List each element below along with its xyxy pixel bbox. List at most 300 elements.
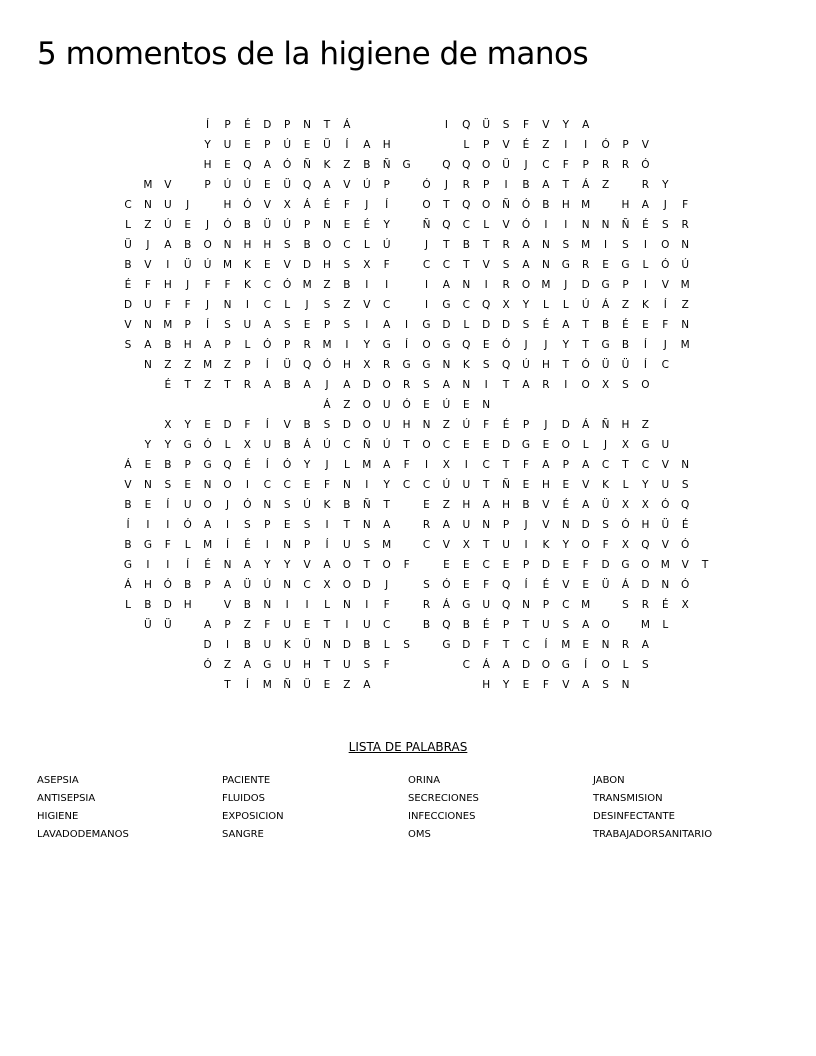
grid-letter: U — [502, 539, 510, 551]
grid-letter: C — [343, 439, 351, 451]
grid-letter: Ü — [482, 119, 491, 131]
grid-letter: G — [521, 439, 531, 451]
grid-letter: Ñ — [362, 499, 371, 511]
grid-letter: U — [661, 439, 670, 451]
grid-letter: F — [582, 559, 589, 571]
grid-letter: E — [522, 479, 530, 491]
grid-letter: O — [342, 559, 352, 571]
grid-letter: N — [482, 519, 491, 531]
grid-letter: G — [382, 339, 391, 351]
word-list-item: JABON — [593, 775, 625, 786]
grid-letter: M — [262, 679, 272, 691]
grid-letter: M — [640, 619, 650, 631]
grid-letter: F — [522, 119, 530, 131]
grid-letter: Ó — [322, 359, 332, 371]
grid-letter: G — [641, 439, 650, 451]
grid-letter: A — [303, 379, 311, 391]
grid-letter: S — [343, 319, 351, 331]
grid-letter: Z — [223, 359, 232, 371]
grid-letter: Q — [501, 579, 511, 591]
grid-letter: U — [283, 619, 292, 631]
grid-letter: H — [183, 599, 192, 611]
grid-letter: E — [522, 679, 530, 691]
grid-letter: V — [283, 419, 291, 431]
word-list-item: EXPOSICION — [222, 811, 284, 822]
grid-letter: Q — [462, 339, 471, 351]
grid-letter: T — [482, 479, 490, 491]
grid-letter: V — [164, 179, 172, 191]
grid-letter: E — [423, 499, 430, 511]
grid-letter: N — [143, 319, 152, 331]
grid-letter: M — [541, 279, 551, 291]
grid-letter: I — [584, 139, 588, 151]
grid-letter: É — [502, 419, 510, 431]
grid-letter: Q — [462, 159, 471, 171]
grid-letter: V — [442, 539, 450, 551]
grid-letter: Í — [166, 499, 170, 511]
grid-letter: C — [601, 459, 610, 471]
grid-letter: C — [562, 599, 570, 611]
grid-letter: Y — [562, 119, 569, 131]
grid-letter: X — [641, 499, 649, 511]
grid-letter: Á — [303, 439, 311, 451]
grid-letter: O — [521, 279, 531, 291]
grid-letter: Ó — [601, 139, 610, 151]
grid-letter: Z — [641, 419, 649, 431]
grid-letter: Ó — [442, 579, 451, 591]
grid-letter: I — [564, 139, 568, 151]
grid-letter: T — [443, 239, 450, 251]
grid-letter: S — [502, 259, 510, 271]
grid-letter: Ó — [283, 459, 292, 471]
grid-letter: L — [542, 299, 549, 311]
grid-letter: M — [203, 359, 213, 371]
grid-letter: O — [382, 379, 391, 391]
grid-letter: U — [283, 659, 292, 671]
grid-letter: X — [363, 359, 371, 371]
word-list-item: INFECCIONES — [408, 811, 476, 822]
grid-letter: N — [541, 259, 550, 271]
grid-letter: T — [383, 499, 390, 511]
grid-letter: G — [143, 539, 152, 551]
grid-letter: J — [325, 379, 329, 391]
grid-letter: V — [343, 179, 351, 191]
grid-letter: T — [582, 319, 589, 331]
grid-letter: E — [303, 139, 311, 151]
grid-letter: Ú — [323, 439, 331, 451]
grid-letter: J — [146, 239, 150, 251]
grid-letter: N — [442, 359, 451, 371]
grid-letter: H — [323, 259, 331, 271]
grid-letter: I — [604, 239, 608, 251]
grid-letter: D — [561, 419, 570, 431]
grid-letter: Z — [243, 619, 251, 631]
grid-letter: T — [582, 339, 589, 351]
grid-letter: O — [581, 379, 590, 391]
grid-letter: É — [204, 559, 211, 571]
grid-letter: J — [663, 339, 667, 351]
grid-letter: B — [283, 439, 291, 451]
grid-letter: S — [224, 319, 231, 331]
grid-letter: I — [444, 119, 448, 131]
grid-letter: Y — [303, 459, 311, 471]
grid-letter: A — [363, 139, 371, 151]
grid-letter: I — [245, 479, 249, 491]
grid-letter: H — [641, 519, 650, 531]
grid-letter: J — [206, 299, 210, 311]
grid-letter: C — [482, 459, 490, 471]
grid-letter: E — [443, 559, 450, 571]
grid-letter: Z — [343, 399, 351, 411]
grid-letter: G — [402, 159, 411, 171]
grid-letter: V — [681, 559, 689, 571]
grid-letter: Z — [323, 279, 331, 291]
grid-letter: P — [244, 359, 251, 371]
grid-letter: L — [582, 439, 589, 451]
grid-letter: R — [621, 639, 630, 651]
grid-letter: B — [522, 179, 530, 191]
grid-letter: Ü — [183, 259, 192, 271]
grid-letter: E — [462, 579, 470, 591]
grid-letter: P — [323, 319, 331, 331]
grid-letter: Ú — [163, 219, 172, 231]
grid-letter: H — [143, 579, 152, 591]
grid-letter: Y — [662, 179, 669, 191]
grid-letter: T — [323, 119, 331, 131]
grid-letter: Ñ — [283, 679, 292, 691]
grid-letter: N — [541, 239, 550, 251]
grid-letter: C — [263, 479, 271, 491]
grid-letter: J — [186, 279, 190, 291]
grid-letter: V — [641, 139, 649, 151]
grid-letter: Ñ — [621, 219, 630, 231]
grid-letter: P — [284, 119, 291, 131]
grid-letter: J — [365, 199, 369, 211]
grid-letter: D — [163, 599, 172, 611]
grid-letter: A — [323, 559, 331, 571]
grid-letter: I — [464, 459, 468, 471]
grid-letter: P — [383, 179, 390, 191]
grid-letter: S — [164, 479, 172, 491]
grid-letter: T — [363, 559, 370, 571]
grid-letter: A — [502, 659, 510, 671]
grid-letter: A — [263, 379, 271, 391]
grid-letter: R — [303, 339, 311, 351]
grid-letter: Q — [462, 119, 471, 131]
grid-letter: A — [542, 179, 550, 191]
grid-letter: U — [343, 659, 351, 671]
grid-letter: Ó — [263, 339, 272, 351]
grid-letter: J — [225, 499, 230, 511]
grid-letter: S — [283, 239, 291, 251]
grid-letter: P — [184, 319, 191, 331]
grid-letter: O — [223, 479, 232, 491]
grid-letter: E — [482, 339, 490, 351]
grid-letter: E — [144, 459, 152, 471]
grid-letter: O — [422, 439, 431, 451]
grid-letter: Z — [601, 179, 610, 191]
grid-letter: Ü — [601, 359, 610, 371]
grid-letter: Á — [582, 419, 590, 431]
grid-letter: B — [243, 639, 251, 651]
grid-letter: É — [124, 279, 132, 291]
grid-letter: J — [564, 279, 568, 291]
grid-letter: É — [244, 119, 251, 131]
grid-letter: A — [383, 459, 391, 471]
grid-letter: F — [562, 159, 569, 171]
grid-letter: P — [522, 559, 530, 571]
grid-letter: S — [423, 579, 430, 591]
grid-letter: O — [541, 659, 551, 671]
grid-letter: T — [701, 559, 709, 571]
grid-letter: É — [562, 499, 570, 511]
grid-letter: F — [383, 599, 390, 611]
grid-letter: Ü — [601, 499, 610, 511]
grid-letter: Y — [562, 539, 569, 551]
grid-letter: S — [403, 639, 410, 651]
grid-letter: I — [484, 279, 488, 291]
grid-letter: É — [542, 319, 550, 331]
grid-letter: O — [641, 379, 650, 391]
grid-letter: F — [224, 279, 231, 291]
grid-letter: B — [363, 159, 371, 171]
grid-letter: É — [542, 579, 550, 591]
grid-letter: A — [164, 239, 172, 251]
grid-letter: Z — [442, 419, 450, 431]
grid-letter: P — [204, 579, 211, 591]
grid-letter: Á — [621, 579, 630, 591]
grid-letter: Í — [405, 339, 409, 351]
grid-letter: O — [422, 199, 431, 211]
grid-letter: Ú — [283, 219, 292, 231]
grid-letter: Í — [265, 459, 269, 471]
grid-letter: V — [283, 259, 291, 271]
grid-letter: Ó — [243, 199, 252, 211]
grid-letter: N — [601, 639, 610, 651]
grid-letter: X — [283, 199, 291, 211]
grid-letter: K — [542, 539, 550, 551]
word-list-item: TRABAJADORSANITARIO — [593, 829, 713, 840]
grid-letter: R — [422, 519, 431, 531]
grid-letter: V — [661, 539, 669, 551]
grid-letter: M — [581, 599, 591, 611]
grid-letter: E — [323, 679, 331, 691]
grid-letter: I — [345, 339, 349, 351]
grid-letter: N — [462, 279, 471, 291]
grid-letter: E — [462, 559, 470, 571]
grid-letter: G — [422, 319, 431, 331]
grid-letter: M — [680, 339, 690, 351]
grid-letter: F — [383, 259, 390, 271]
grid-letter: Y — [562, 339, 569, 351]
grid-letter: Q — [681, 499, 690, 511]
grid-letter: Ó — [163, 579, 172, 591]
grid-letter: A — [562, 319, 570, 331]
grid-letter: Y — [164, 439, 171, 451]
grid-letter: Q — [501, 599, 511, 611]
grid-letter: L — [622, 659, 629, 671]
grid-letter: C — [462, 659, 470, 671]
grid-letter: E — [502, 559, 510, 571]
grid-letter: L — [463, 139, 470, 151]
grid-letter: P — [284, 339, 291, 351]
grid-letter: N — [621, 679, 630, 691]
grid-letter: V — [502, 219, 510, 231]
grid-letter: Ó — [681, 579, 690, 591]
grid-letter: Ó — [641, 159, 650, 171]
grid-letter: Y — [184, 419, 191, 431]
grid-letter: E — [343, 219, 351, 231]
grid-letter: E — [303, 319, 311, 331]
grid-letter: C — [522, 639, 530, 651]
grid-letter: I — [325, 519, 329, 531]
grid-letter: X — [363, 259, 371, 271]
grid-letter: I — [146, 559, 150, 571]
grid-letter: P — [303, 219, 311, 231]
grid-letter: V — [661, 279, 669, 291]
grid-letter: Ú — [382, 239, 391, 251]
grid-letter: X — [502, 299, 510, 311]
grid-letter: Z — [343, 679, 351, 691]
grid-letter: Ú — [223, 179, 232, 191]
grid-letter: I — [405, 319, 409, 331]
grid-letter: R — [582, 259, 590, 271]
grid-letter: F — [323, 479, 331, 491]
grid-letter: I — [285, 599, 289, 611]
word-list-item: FLUIDOS — [222, 793, 266, 804]
grid-letter: A — [343, 379, 351, 391]
grid-letter: P — [562, 459, 569, 471]
grid-letter: Z — [144, 219, 152, 231]
grid-letter: F — [403, 559, 410, 571]
grid-letter: N — [661, 579, 670, 591]
grid-letter: M — [143, 179, 153, 191]
grid-letter: Y — [144, 439, 152, 451]
grid-letter: Ú — [681, 259, 690, 271]
grid-letter: S — [303, 519, 311, 531]
grid-letter: Í — [524, 579, 528, 591]
grid-letter: P — [542, 599, 550, 611]
grid-letter: L — [125, 219, 131, 231]
grid-letter: O — [641, 559, 650, 571]
grid-letter: B — [303, 239, 311, 251]
grid-letter: A — [582, 459, 590, 471]
grid-letter: Ú — [203, 259, 212, 271]
grid-letter: O — [203, 499, 212, 511]
grid-letter: Í — [584, 659, 588, 671]
grid-letter: Y — [264, 559, 271, 571]
grid-letter: Í — [126, 519, 130, 531]
grid-letter: S — [522, 319, 530, 331]
grid-letter: O — [601, 619, 610, 631]
grid-letter: Ó — [521, 199, 531, 211]
grid-letter: Ñ — [382, 159, 391, 171]
grid-letter: N — [223, 239, 232, 251]
grid-letter: F — [682, 199, 689, 211]
grid-letter: Ó — [223, 219, 232, 231]
grid-letter: Ü — [283, 359, 292, 371]
grid-letter: L — [642, 259, 649, 271]
grid-letter: X — [442, 459, 450, 471]
grid-letter: M — [581, 239, 591, 251]
grid-letter: V — [582, 479, 590, 491]
grid-letter: S — [363, 659, 371, 671]
grid-letter: N — [263, 599, 272, 611]
grid-letter: N — [143, 479, 152, 491]
grid-letter: T — [323, 659, 331, 671]
grid-letter: I — [365, 319, 369, 331]
grid-letter: S — [323, 419, 331, 431]
grid-letter: F — [164, 539, 171, 551]
grid-letter: M — [382, 539, 392, 551]
grid-letter: Ó — [183, 519, 192, 531]
grid-letter: T — [224, 679, 231, 691]
grid-letter: D — [581, 279, 590, 291]
grid-letter: N — [681, 459, 690, 471]
grid-letter: A — [641, 199, 649, 211]
grid-letter: L — [383, 639, 390, 651]
grid-letter: U — [542, 619, 550, 631]
grid-letter: B — [124, 499, 132, 511]
grid-letter: É — [661, 599, 669, 611]
grid-letter: A — [542, 459, 550, 471]
word-list-heading-text: LISTA DE PALABRAS — [348, 740, 468, 754]
grid-letter: J — [385, 579, 389, 591]
grid-letter: Í — [225, 539, 230, 551]
grid-letter: D — [482, 319, 491, 331]
grid-letter: C — [661, 359, 669, 371]
grid-letter: C — [641, 459, 650, 471]
grid-letter: Í — [265, 359, 269, 371]
grid-letter: F — [184, 299, 191, 311]
grid-letter: S — [622, 599, 629, 611]
grid-letter: N — [601, 219, 610, 231]
grid-letter: S — [602, 519, 609, 531]
grid-letter: B — [462, 239, 470, 251]
grid-letter: Q — [223, 459, 232, 471]
grid-letter: C — [263, 279, 271, 291]
grid-letter: R — [641, 599, 650, 611]
grid-letter: Ú — [442, 399, 451, 411]
grid-letter: E — [482, 439, 490, 451]
grid-letter: E — [303, 619, 311, 631]
grid-letter: É — [244, 459, 251, 471]
grid-letter: O — [661, 239, 670, 251]
grid-letter: S — [502, 119, 510, 131]
grid-letter: M — [302, 279, 312, 291]
grid-letter: F — [522, 459, 530, 471]
grid-letter: H — [541, 359, 550, 371]
grid-letter: M — [581, 199, 591, 211]
grid-letter: B — [164, 339, 172, 351]
grid-letter: U — [163, 199, 172, 211]
grid-letter: J — [524, 159, 528, 171]
grid-letter: O — [203, 239, 212, 251]
grid-letter: R — [422, 599, 431, 611]
grid-letter: I — [424, 459, 429, 471]
grid-letter: J — [206, 219, 210, 231]
grid-letter: I — [365, 479, 369, 491]
grid-letter: A — [522, 259, 530, 271]
grid-letter: M — [561, 639, 571, 651]
grid-letter: X — [243, 439, 251, 451]
grid-letter: F — [264, 619, 271, 631]
grid-letter: G — [123, 559, 133, 571]
grid-letter: Ñ — [502, 199, 511, 211]
grid-letter: D — [442, 319, 451, 331]
grid-letter: Z — [681, 299, 689, 311]
grid-letter: É — [642, 219, 649, 231]
